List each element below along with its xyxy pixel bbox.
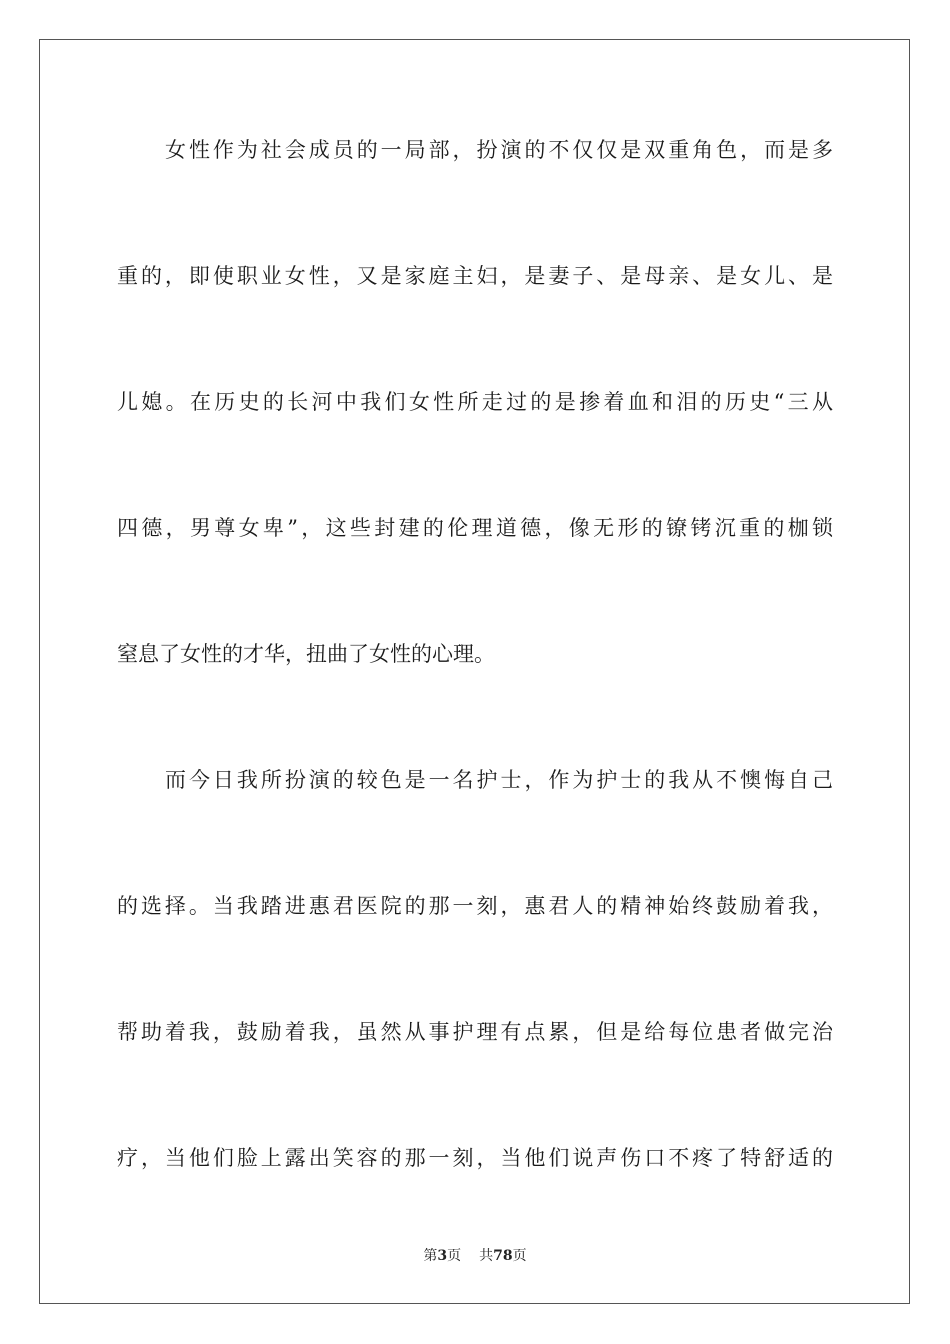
footer-page-suffix: 页 — [447, 1248, 462, 1264]
paragraph-1-line-2: 重的，即使职业女性，又是家庭主妇，是妻子、是母亲、是女儿、是 — [117, 264, 833, 288]
footer-page-prefix: 第 — [423, 1248, 438, 1264]
paragraph-2-line-1: 而今日我所扮演的较色是一名护士，作为护士的我从不懊悔自己 — [165, 768, 833, 792]
paragraph-1-line-4: 四德，男尊女卑”，这些封建的伦理道德，像无形的镣铐沉重的枷锁 — [117, 516, 833, 540]
document-body — [117, 118, 833, 1252]
paragraph-1-line-3: 儿媳。在历史的长河中我们女性所走过的是掺着血和泪的历史“三从 — [117, 390, 833, 414]
footer-total-suffix: 页 — [512, 1248, 527, 1264]
paragraph-1-line-5: 窒息了女性的才华，扭曲了女性的心理。 — [117, 642, 495, 666]
footer-page-number: 3 — [437, 1248, 448, 1264]
paragraph-2-line-4: 疗，当他们脸上露出笑容的那一刻，当他们说声伤口不疼了特舒适的 — [117, 1146, 833, 1170]
paragraph-2-line-2: 的选择。当我踏进惠君医院的那一刻，惠君人的精神始终鼓励着我， — [117, 894, 833, 918]
paragraph-1-line-1: 女性作为社会成员的一局部，扮演的不仅仅是双重角色，而是多 — [165, 138, 833, 162]
footer-total-prefix: 共 — [479, 1248, 494, 1264]
footer-total-pages: 78 — [493, 1248, 513, 1264]
page-footer — [0, 1245, 950, 1265]
paragraph-2-line-3: 帮助着我，鼓励着我，虽然从事护理有点累，但是给每位患者做完治 — [117, 1020, 833, 1044]
